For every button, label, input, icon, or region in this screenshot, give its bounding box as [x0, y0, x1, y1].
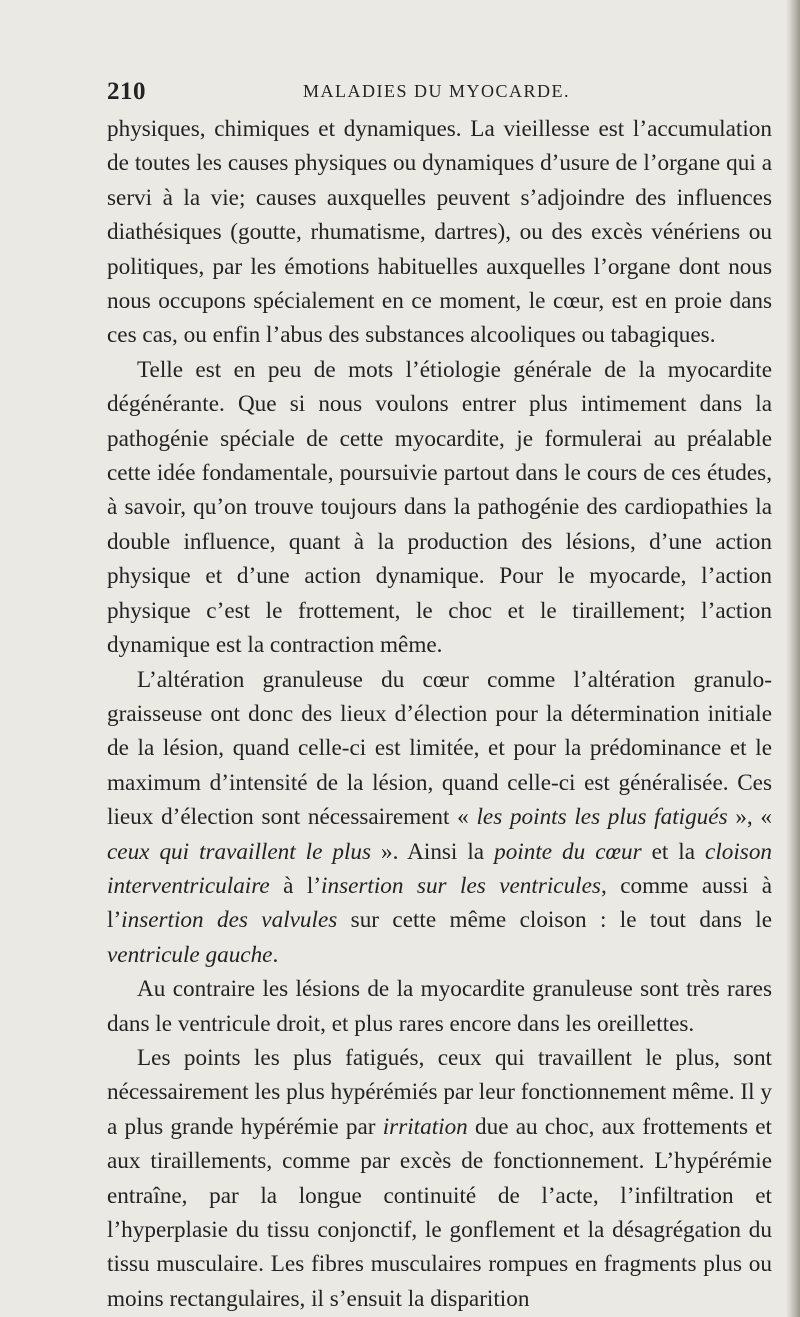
- text-run: et la: [641, 838, 706, 865]
- text-run: Les points les plus fatigués, ceux qui travaillent le plus, sont nécessairement les plus hypérémiés par leur fonctionnement même. Il y a plus grande hypérémie par: [107, 1044, 772, 1140]
- italic-phrase: ceux qui travaillent le plus: [107, 838, 372, 865]
- text-run: à l’: [269, 872, 322, 899]
- text-run: sur cette même cloison : le tout dans le: [337, 907, 772, 934]
- paragraph: [107, 112, 772, 353]
- text-run: physiques, chimiques et dynamiques. La vieillesse est l’accumulation de toutes les causes physiques ou dynamiques d’usure de l’organe qui a servi à la vie; causes auxquelles peuvent s’adjoindre des influences diathésiques (goutte, rhumatisme, dartres), ou des excès vénériens ou politiques, par les émotions habituelles auxquelles l’organe dont nous nous occupons spécialement en ce moment, le cœur, est en proie dans ces cas, ou enfin l’abus des substances alcooliques ou tabagiques.: [107, 116, 772, 349]
- text-run: », «: [727, 804, 773, 831]
- paragraph: [107, 1041, 772, 1316]
- body-text: [107, 112, 772, 1316]
- text-run: L’altération granuleuse du cœur comme l’altération granulo-graisseuse ont donc des lieux d’élection pour la détermination initiale de la lésion, quand celle-ci est limitée, et pour la prédominance et le maximum d’intensité de la lésion, quand celle-ci est généralisée. Ces lieux d’élection sont nécessairement «: [107, 666, 772, 831]
- page-number: 210: [107, 78, 146, 105]
- italic-phrase: insertion sur les ventricules: [321, 872, 601, 899]
- italic-phrase: les points les plus fatigués: [476, 804, 728, 831]
- paragraph: [107, 972, 772, 1041]
- text-run: due au choc, aux frottements et aux tiraillements, comme par excès de fonctionnement. L’hypérémie entraîne, par la longue continuité de l’acte, l’infiltration et l’hyperplasie du tissu conjonctif, le gonflement et la désagrégation du tissu musculaire. Les fibres musculaires rompues en fragments plus ou moins rectangulaires, il s’ensuit la disparition: [107, 1113, 773, 1312]
- paragraph: [107, 663, 772, 973]
- italic-phrase: cloison interventriculaire: [107, 838, 773, 899]
- italic-phrase: pointe du cœur: [494, 838, 642, 865]
- italic-phrase: irritation: [382, 1113, 468, 1140]
- text-run: ». Ainsi la: [371, 838, 495, 865]
- text-run: .: [272, 941, 279, 968]
- text-run: , comme aussi à l’: [107, 872, 772, 934]
- italic-phrase: ventricule gauche: [107, 941, 273, 968]
- page-header: [0, 78, 800, 108]
- italic-phrase: insertion des valvules: [121, 907, 338, 934]
- page-edge-shadow: [786, 0, 800, 1317]
- text-run: Telle est en peu de mots l’étiologie générale de la myocardite dégénérante. Que si nous voulons entrer plus intimement dans la pathogénie spéciale de cette myocardite, je formulerai au préalable cette idée fondamentale, poursuivie partout dans le cours de ces études, à savoir, qu’on trouve toujours dans la pathogénie des cardiopathies la double influence, quant à la production des lésions, d’une action physique et d’une action dynamique. Pour le myocarde, l’action physique c’est le frottement, le choc et le tiraillement; l’action dynamique est la contraction même.: [107, 356, 772, 659]
- paragraph: [107, 353, 772, 663]
- text-run: Au contraire les lésions de la myocardite granuleuse sont très rares dans le ventricule droit, et plus rares encore dans les oreillettes.: [107, 976, 772, 1037]
- running-title: MALADIES DU MYOCARDE.: [303, 81, 571, 101]
